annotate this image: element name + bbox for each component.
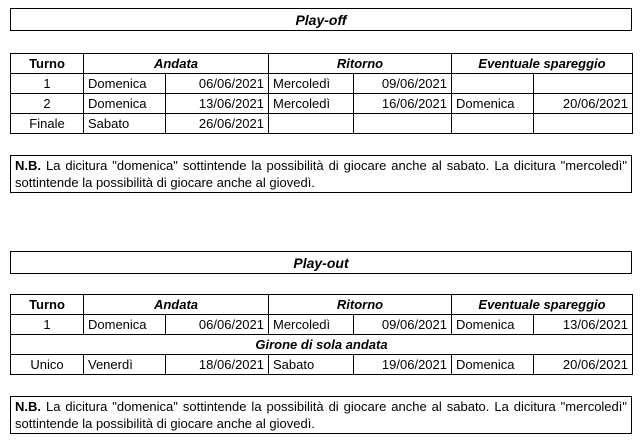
playout-title — [10, 251, 632, 274]
ritorno-date-cell: 09/06/2021 — [354, 315, 452, 335]
ritorno-day-cell: Mercoledì — [269, 74, 354, 94]
note-text: La dicitura "domenica" sottintende la possibilità di giocare anche al sabato. La dicitura "mercoledì" sottintende la possibilità di giocare anche al giovedì. — [15, 399, 627, 431]
table-header-row — [11, 295, 633, 315]
ritorno-date-cell: 09/06/2021 — [354, 74, 452, 94]
spareggio-day-cell: Domenica — [452, 355, 534, 375]
turno-cell: Finale — [11, 114, 84, 134]
spareggio-date-cell — [534, 74, 633, 94]
table-header-row — [11, 54, 633, 74]
spareggio-day-cell — [452, 74, 534, 94]
andata-day-cell: Domenica — [84, 94, 166, 114]
note-label: N.B. — [15, 399, 41, 414]
ritorno-day-cell: Mercoledì — [269, 315, 354, 335]
header-andata: Andata — [84, 295, 269, 315]
ritorno-date-cell: 19/06/2021 — [354, 355, 452, 375]
turno-cell: Unico — [11, 355, 84, 375]
header-ritorno: Ritorno — [269, 295, 452, 315]
andata-date-cell: 06/06/2021 — [166, 74, 269, 94]
andata-day-cell: Domenica — [84, 74, 166, 94]
ritorno-day-cell — [269, 114, 354, 134]
table-row — [11, 315, 633, 335]
andata-date-cell: 18/06/2021 — [166, 355, 269, 375]
ritorno-day-cell: Mercoledì — [269, 94, 354, 114]
playoff-title-text: Play-off — [295, 11, 347, 28]
playoff-title — [10, 8, 632, 31]
subheader-girone: Girone di sola andata — [11, 335, 633, 355]
table-row — [11, 355, 633, 375]
header-turno: Turno — [11, 295, 84, 315]
header-spareggio: Eventuale spareggio — [452, 54, 633, 74]
playout-note — [10, 396, 632, 434]
playoff-table — [10, 53, 633, 134]
spareggio-date-cell: 20/06/2021 — [534, 94, 633, 114]
andata-date-cell: 06/06/2021 — [166, 315, 269, 335]
playoff-note — [10, 155, 632, 193]
andata-day-cell: Domenica — [84, 315, 166, 335]
turno-cell: 1 — [11, 315, 84, 335]
spareggio-date-cell — [534, 114, 633, 134]
table-row — [11, 74, 633, 94]
ritorno-date-cell — [354, 114, 452, 134]
playout-table — [10, 294, 633, 375]
spareggio-day-cell: Domenica — [452, 315, 534, 335]
header-turno: Turno — [11, 54, 84, 74]
ritorno-day-cell: Sabato — [269, 355, 354, 375]
turno-cell: 2 — [11, 94, 84, 114]
spareggio-date-cell: 13/06/2021 — [534, 315, 633, 335]
table-row — [11, 114, 633, 134]
spareggio-day-cell: Domenica — [452, 94, 534, 114]
header-andata: Andata — [84, 54, 269, 74]
andata-day-cell: Venerdì — [84, 355, 166, 375]
andata-date-cell: 13/06/2021 — [166, 94, 269, 114]
header-ritorno: Ritorno — [269, 54, 452, 74]
table-subheader-row — [11, 335, 633, 355]
ritorno-date-cell: 16/06/2021 — [354, 94, 452, 114]
table-row — [11, 94, 633, 114]
spareggio-date-cell: 20/06/2021 — [534, 355, 633, 375]
andata-day-cell: Sabato — [84, 114, 166, 134]
andata-date-cell: 26/06/2021 — [166, 114, 269, 134]
note-text: La dicitura "domenica" sottintende la possibilità di giocare anche al sabato. La dicitura "mercoledì" sottintende la possibilità di giocare anche al giovedì. — [15, 158, 627, 190]
spareggio-day-cell — [452, 114, 534, 134]
turno-cell: 1 — [11, 74, 84, 94]
playout-title-text: Play-out — [293, 254, 349, 271]
header-spareggio: Eventuale spareggio — [452, 295, 633, 315]
note-label: N.B. — [15, 158, 41, 173]
